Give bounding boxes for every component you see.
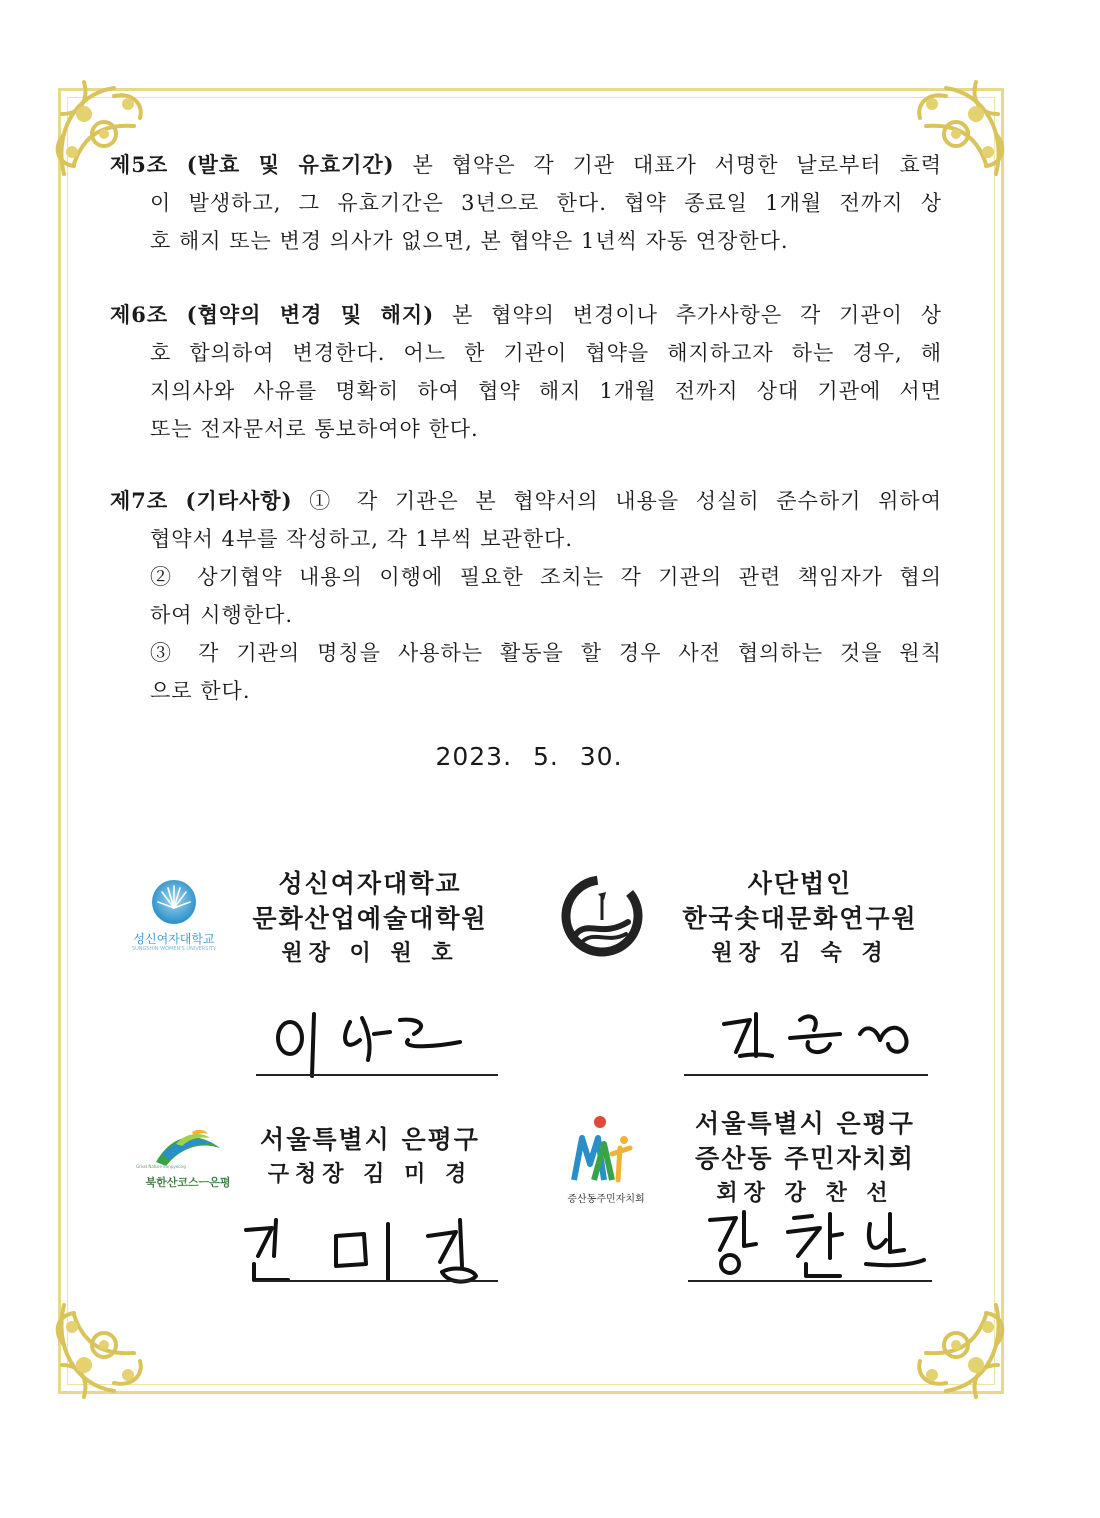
- signature-line: [684, 1074, 928, 1076]
- org-name: 성신여자대학교: [278, 869, 462, 898]
- org-name: 증산동 주민자치회: [695, 1144, 915, 1173]
- signature-line: [688, 1280, 932, 1282]
- representative-name: 회장 강 찬 선: [716, 1180, 894, 1206]
- article-line: 제6조 (협약의 변경 및 해지) 본 협약의 변경이나 추가사항은 각 기관이 상: [110, 302, 943, 327]
- org-name: 한국솟대문화연구원: [682, 904, 918, 933]
- signatory-sungshin: [230, 866, 510, 971]
- article-line: 하여 시행한다.: [150, 603, 294, 627]
- article-line: ③ 각 기관의 명칭을 사용하는 활동을 할 경우 사전 협의하는 것을 원칙: [150, 641, 942, 665]
- sungshin-emblem-icon: [150, 878, 198, 926]
- article-line: ② 상기협약 내용의 이행에 필요한 조치는 각 기관의 관련 책임자가 협의: [150, 565, 942, 589]
- handwritten-signature: [250, 1000, 510, 1080]
- article-line: 으로 한다.: [150, 679, 251, 703]
- jeungsan-logo-caption: 증산동주민자치회: [567, 1194, 645, 1205]
- sungshin-logo-subcaption: SUNGSHIN WOMEN'S UNIVERSITY: [131, 946, 217, 952]
- jeungsan-emblem-icon: [568, 1114, 640, 1188]
- article-line: 제5조 (발효 및 유효기간) 본 협약은 각 기관 대표가 서명한 날로부터 효력: [110, 152, 942, 177]
- article-line: 또는 전자문서로 통보하여야 한다.: [150, 417, 479, 441]
- org-name: 문화산업예술대학원: [252, 904, 488, 933]
- article-line: 제7조 (기타사항) ① 각 기관은 본 협약서의 내용을 성실히 준수하기 위하여: [110, 488, 942, 513]
- article-line: 지의사와 사유를 명확히 하여 협약 해지 1개월 전까지 상대 기관에 서면: [150, 379, 942, 403]
- article-heading: 제5조 (발효 및 유효기간): [110, 152, 395, 177]
- article-6: [110, 296, 942, 448]
- article-7: [110, 482, 942, 710]
- article-line: 호 합의하여 변경한다. 어느 한 기관이 협약을 해지하고자 하는 경우, 해: [150, 341, 942, 365]
- handwritten-signature: [680, 994, 940, 1074]
- representative-name: 원장 이 원 호: [281, 940, 459, 966]
- article-line: 호 해지 또는 변경 의사가 없으면, 본 협약은 1년씩 자동 연장한다.: [150, 229, 789, 253]
- representative-name: 구청장 김 미 경: [267, 1161, 473, 1187]
- signatory-eunpyeong: [230, 1122, 510, 1192]
- sungshin-logo-caption: 성신여자대학교: [133, 932, 215, 946]
- corner-ornament-icon: [44, 1285, 164, 1405]
- org-name: 서울특별시 은평구: [695, 1109, 915, 1138]
- handwritten-signature: [690, 1200, 950, 1280]
- representative-name: 원장 김 숙 경: [711, 940, 889, 966]
- org-name: 사단법인: [747, 869, 853, 898]
- signature-line: [256, 1074, 498, 1076]
- signatory-jeungsan: [660, 1106, 950, 1211]
- handwritten-signature: [236, 1206, 496, 1286]
- article-5: [110, 146, 942, 260]
- corner-ornament-icon: [896, 1285, 1016, 1405]
- article-heading: 제6조 (협약의 변경 및 해지): [110, 302, 435, 327]
- eunpyeong-logo-caption: 북한산코스ㅡ은평: [145, 1176, 231, 1189]
- article-line: 이 발생하고, 그 유효기간은 3년으로 한다. 협약 종료일 1개월 전까지 상: [150, 191, 942, 215]
- signatory-sotdae: [660, 866, 940, 971]
- eunpyeong-logo-subcaption: Great Nature Eunpyeong: [136, 1164, 186, 1169]
- org-name: 서울특별시 은평구: [260, 1125, 480, 1154]
- agreement-date: 2023. 5. 30.: [435, 742, 623, 771]
- signature-line: [254, 1280, 498, 1282]
- sotdae-emblem-icon: [558, 872, 646, 960]
- article-line: 협약서 4부를 작성하고, 각 1부씩 보관한다.: [150, 527, 574, 551]
- article-heading: 제7조 (기타사항): [110, 488, 293, 513]
